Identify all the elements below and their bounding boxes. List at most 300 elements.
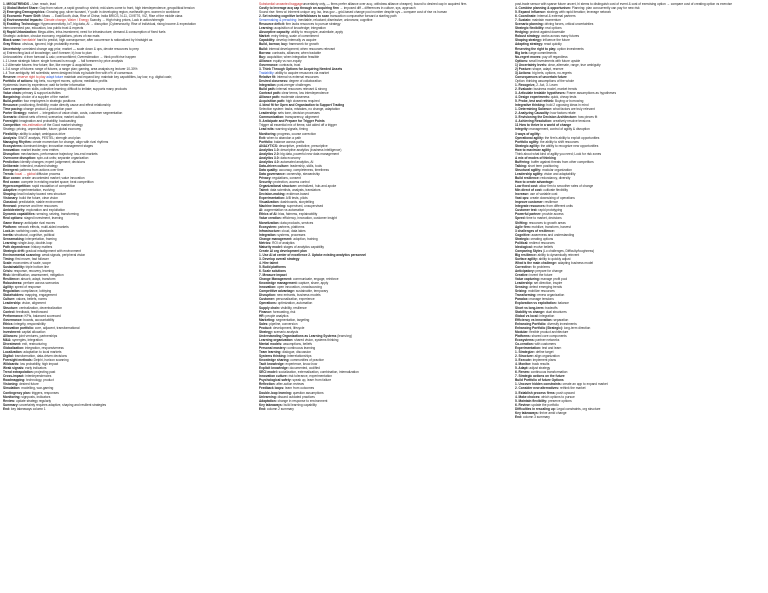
line-emphasis-blue: Sensemaking & preaching: — [259, 18, 298, 23]
line-text: staged investment, learning — [23, 216, 64, 221]
line-heading: Understanding Organizations as Learning Systems — [259, 333, 337, 338]
line-text: speak up, learn from failure — [291, 378, 332, 383]
line-heading: Relative fit: — [259, 74, 277, 79]
line-heading: 6. Renew: — [515, 370, 530, 375]
line-text: quick, cheap tests — [549, 95, 577, 100]
line-text: first mover, fast follower — [14, 256, 49, 261]
line-text: renew organization — [536, 293, 565, 298]
line-text: create uncontested market; value innovation — [21, 176, 85, 181]
line-heading: Talking: — [515, 163, 527, 168]
line-text: Legal constraints, org structure — [555, 406, 601, 411]
line-heading: Trends: — [3, 171, 15, 176]
line-text: mapping, engagement — [24, 293, 57, 298]
line-heading: Big bets: — [515, 50, 529, 55]
line-text: redundancy, diversity — [539, 176, 571, 181]
line-heading: Key takeaways: — [515, 410, 539, 415]
line-heading: Reserving the right to play: — [515, 46, 557, 51]
line-heading: Stakeholders: — [3, 293, 25, 298]
line-text: integration — [538, 313, 555, 318]
line-text: ownership, stewardship — [285, 171, 320, 176]
line-text: pay off regardless — [541, 54, 568, 59]
line-text: long-term direction — [563, 325, 591, 330]
line-heading: Data quality: — [259, 167, 279, 172]
line-heading: 3. Think Through Options for Acquiring Needed Assets — [259, 66, 343, 71]
line-heading: Dynamic capabilities: — [3, 212, 36, 217]
line-text: → imposed diff – differences in culture, sys, approach — [338, 6, 416, 11]
line-heading: Anticipatory: — [515, 269, 535, 274]
line-heading: Lock-in: — [3, 228, 16, 233]
line-text: efficiency, innovation, customer insight — [281, 216, 337, 221]
line-text: driving forces, critical uncertainties — [543, 22, 594, 27]
line-heading: Shaping: — [3, 192, 17, 197]
line-heading: Adaptation: — [259, 398, 277, 403]
line-text: with customers — [533, 341, 556, 346]
line-text: Unknowables: d from forecast & calc; overconfident; Overestimation → think profit rise happen — [3, 54, 137, 59]
line-heading: Change Management: — [259, 277, 293, 282]
line-text: uncertainty only, — firms prefer alliance over acq.; withdraw alliance cheaper); — [302, 2, 414, 6]
line-heading: Disruption: — [259, 293, 276, 298]
line-text: when to abandon a path — [265, 135, 302, 140]
line-heading: Portfolio of actions: — [3, 78, 34, 83]
line-heading: Inertia: — [3, 232, 14, 237]
line-text: evolve beliefs — [532, 244, 553, 249]
line-heading: AI: — [259, 208, 264, 213]
line-text: hard to predict, high consequence; after occurrence is rationalized by hindsight as — [36, 38, 153, 43]
line-text: uncertainty requires adaptive, shaping and resilient strategies — [18, 402, 107, 407]
line-text: Buying or borrowing — [554, 99, 584, 104]
line-heading: Exit: — [259, 135, 266, 140]
line-heading: Build: — [259, 46, 269, 51]
line-text: network effects, multi-sided markets — [17, 224, 69, 229]
line-heading: Privacy: — [259, 176, 272, 181]
line-heading: Leadership: — [3, 301, 22, 306]
line-heading: Visioning: — [3, 382, 19, 387]
line-emphasis-blue: Tradability: — [259, 70, 275, 75]
line-text: evidence-based — [285, 192, 309, 197]
line-text: interpretation, framing — [24, 236, 57, 241]
line-heading: Strategic: — [515, 236, 530, 241]
line-heading: Improve customer: — [515, 200, 544, 205]
line-heading: Mental models: — [259, 341, 283, 346]
line-text: create an app to expand market — [561, 382, 608, 387]
line-text: stages of analytics capability — [282, 244, 325, 249]
line-text: create downsizing of operations — [529, 196, 575, 201]
line-emphasis-red: mis-estimation — [21, 123, 43, 128]
line-heading: Surface agility: — [515, 256, 538, 261]
line-text: desired future — [18, 382, 39, 387]
line-text: absorb, adapt, transform — [19, 277, 56, 282]
line-heading: Control: — [3, 309, 16, 314]
line-heading: Learning: — [3, 240, 18, 245]
line-heading: Exploration vs exploitation: — [515, 301, 557, 306]
line-heading: Security: — [259, 180, 273, 185]
line-heading: 3. Articulate testable hypotheses: — [515, 91, 566, 96]
line-text: bound to desired cap in acquired firm. — [413, 2, 468, 6]
line-text: personalization, experience — [274, 297, 315, 302]
line-heading: 4) Environmental Impacts: — [3, 18, 43, 23]
line-heading: How to create advantage: — [515, 180, 554, 185]
line-text: cloud, data lakes — [280, 228, 306, 233]
line-text: create momentum for change, align with rival rhythms — [31, 139, 109, 144]
line-heading: Enhancing Portfolio (Strategic): — [515, 325, 563, 330]
line-text: the ability to recognize new opportunities — [539, 143, 599, 148]
line-heading: Alliance path: — [259, 95, 280, 100]
line-heading: Localization: — [3, 350, 23, 355]
line-heading: 2. Set winning cognitive beliefs/biases to scan — [259, 14, 330, 19]
line-text: small investments with future upside — [528, 58, 581, 63]
line-heading: Scenario: — [3, 115, 18, 120]
line-text: unrelated change agg prior, market — scale down & ops, devote resources to prep — [21, 46, 139, 51]
line-text: exit, restructuring — [21, 341, 47, 346]
line-text: from different units — [545, 204, 573, 209]
line-text: time to market, decisions — [525, 216, 562, 221]
line-text: ability to quickly adjust — [537, 256, 571, 261]
line-text: diffusion process — [35, 171, 61, 176]
line-heading: Robust strategy: — [515, 34, 541, 39]
line-text: experience, know-how — [284, 362, 318, 367]
line-text: rethink the market — [559, 386, 586, 391]
line-heading: 3. Develop overall strategy — [259, 256, 300, 261]
line-heading: Build-profile: — [3, 99, 23, 104]
line-heading: 11 How to thrive in a world of change — [515, 123, 572, 128]
line-text: automated analytics, AI — [279, 159, 314, 164]
line-text: augmentation vs automation — [263, 208, 305, 213]
line-text: L.4 True ambiguity: tell scientists; seem designed trials eg isolate firm with n% of consensus — [3, 70, 133, 75]
line-text: build the future, clear vision — [18, 196, 59, 201]
line-text: continuous learning — [286, 345, 316, 350]
line-heading: Leadership: — [515, 281, 534, 286]
line-text: preserve and free resources — [17, 204, 58, 209]
line-heading: Real options: — [3, 216, 24, 221]
line-heading: Reflection: — [259, 382, 276, 387]
line-heading: Buffering: — [515, 159, 531, 164]
line-text: moderate closeness — [279, 95, 310, 100]
line-heading: 3) Actions: — [515, 70, 532, 75]
line-heading: Sales: — [259, 321, 269, 326]
line-heading: Operations: — [259, 301, 277, 306]
line-heading: 5. Anticipate and Prepare for Trigger Points — [259, 119, 325, 124]
line-heading: Co-creation: — [515, 341, 534, 346]
line-heading: Change management: — [259, 236, 293, 241]
line-text: projecting past — [33, 370, 56, 375]
line-heading: 1. Use AI at center of excellence 2. Uptake existing analytics personnel — [259, 252, 367, 257]
line-heading: Short vs long-term: — [515, 305, 545, 310]
line-text: acquisition of knowledge; integration — [273, 26, 326, 31]
line-heading: Key takeaways: — [259, 402, 283, 407]
line-heading: Consequences of uncertain future — [515, 74, 567, 79]
line-heading: 4. Hire talent — [259, 261, 279, 265]
line-heading: Prediction: — [3, 159, 20, 164]
line-text: a) Entrenching lack of knowledge; can't foresee; b) how to plan — [3, 50, 92, 55]
line-heading: Big resilience: — [515, 252, 537, 257]
line-heading: Innovation portfolio: — [3, 325, 34, 330]
line-text: ability to adapt; ambiguous drive — [18, 131, 66, 136]
line-heading: Hedging: — [515, 30, 529, 35]
line-text: communities of practice — [289, 358, 324, 363]
line-heading: Leadership: — [259, 111, 278, 116]
line-heading: Monitoring: — [3, 394, 21, 399]
line-heading: Overcome disruption: — [3, 155, 37, 160]
line-text: adjust strategy — [528, 366, 551, 371]
line-text: equity vs non-equity — [272, 58, 302, 63]
line-text: capital allocation — [20, 329, 46, 334]
line-text: KPIs, balanced scorecard — [23, 313, 61, 318]
line-text: continuous transformation — [529, 370, 568, 375]
line-text: develop internally vs acquire — [275, 38, 317, 43]
line-heading: 6. Review: — [515, 402, 531, 407]
line-text: open innovation, crowdsourcing — [276, 285, 322, 290]
line-heading: Emergent: — [3, 167, 19, 172]
column-right — [515, 2, 765, 591]
line-heading: Creative: — [515, 273, 529, 278]
line-heading: Corrective: — [515, 265, 532, 270]
line-heading: 3) Economic Power Shift: — [3, 14, 42, 19]
line-heading: End: — [515, 414, 523, 419]
line-heading: Speed: — [515, 216, 526, 221]
line-text: Trigger all essential mix of items; slot aided off a trigger — [259, 123, 337, 128]
line-text: (Lo challenges, Difficulty/toughness) — [542, 248, 595, 253]
line-heading: Foresight methods: — [3, 358, 33, 363]
line-text: development, lifecycle — [272, 325, 305, 330]
line-heading: Shaping strategy: — [515, 38, 542, 43]
line-text: new entrants, business models — [276, 293, 321, 298]
line-heading: Borrow: — [259, 50, 272, 55]
line-text: internal resources relevant & strong — [275, 86, 327, 91]
line-text: Planning: plan concurrently can pay for new risk — [570, 6, 640, 11]
line-heading: Classical: — [3, 200, 18, 205]
line-text: data economy — [279, 155, 301, 160]
line-heading: Renewal: — [3, 204, 17, 209]
line-text: interdependencies — [24, 374, 52, 379]
line-text: discard outdated practices — [276, 394, 315, 399]
line-heading: Leadership agility: — [515, 171, 544, 176]
line-text: fix problems — [531, 265, 550, 270]
line-text: internal vs external resources — [276, 74, 319, 79]
line-heading: Agile firm: — [515, 224, 531, 229]
line-text: Scarcity → High rising prices, Lack in action/strength — [88, 18, 165, 23]
line-text: shared vision, systems thinking — [293, 337, 339, 342]
line-heading: Marketing: — [259, 317, 276, 322]
line-heading: Uncertainty: — [3, 46, 22, 51]
line-emphasis-red: 'inevitable' — [21, 38, 37, 43]
line-heading: Desired closeness: — [259, 78, 289, 83]
line-text: how pieces fit — [577, 115, 598, 120]
line-text: core, adjacent, transformational — [33, 325, 80, 330]
line-heading: Alliances: — [3, 333, 19, 338]
line-heading: Adaptive: — [3, 188, 18, 193]
line-text: market → integration of value chain, costs, customer segmentation — [27, 111, 123, 116]
line-heading: Integrative thinking: — [515, 103, 546, 108]
text-line — [3, 407, 253, 411]
line-heading: Build, borrow, buy: — [259, 42, 288, 47]
line-text: capture, share, apply — [297, 281, 329, 286]
line-heading: Structure: — [3, 305, 19, 310]
line-text: interconnected pax, education, low public trust & expects — [3, 26, 84, 31]
line-heading: Integrate resources: — [515, 204, 546, 209]
line-text: perform across scenarios — [22, 281, 59, 286]
line-heading: Learning: — [259, 26, 274, 31]
line-heading: Comparing Styles — [515, 248, 543, 253]
line-heading: Tacit knowledge: — [259, 362, 285, 367]
line-heading: 2. Evaluate: — [515, 86, 533, 91]
line-text: 2. Act, 3. Learn — [535, 82, 558, 87]
line-heading: Stability vs change: — [515, 309, 545, 314]
line-text: adoption, training — [292, 236, 318, 241]
line-heading: Innovation: — [259, 285, 277, 290]
line-heading: Strategic flexibility: — [515, 26, 545, 31]
line-heading: Customer test: — [515, 208, 538, 213]
line-heading: Explicit knowledge: — [259, 366, 289, 371]
line-text: question assumptions — [291, 390, 324, 395]
line-text: dialogue, discussion — [281, 350, 312, 355]
line-text: ability to recognize, assimilate, apply — [290, 30, 343, 35]
line-heading: 4. Combine planning & opportunism: — [515, 6, 571, 11]
line-text: skills, collective learning; difficult to imitate; supports many products — [30, 86, 127, 91]
line-text: awareness and understanding — [530, 232, 575, 237]
line-emphasis-red: local → global — [14, 171, 36, 176]
line-heading: 1) Uncertainty levels: — [515, 62, 548, 67]
line-heading: What is the main challenge: — [515, 261, 557, 265]
line-text: firm lacks resources to pursue strategy — [284, 22, 341, 27]
line-text: works across many futures — [540, 34, 580, 39]
line-heading: Strategic agility: — [515, 143, 540, 148]
line-text: creatively resolve tensions — [552, 119, 591, 124]
line-text: forecasting, risk — [272, 309, 296, 314]
line-text: – Use: reach, lead — [28, 2, 56, 6]
line-heading: Knowledge sharing: — [259, 358, 290, 363]
line-heading: Organizational structure: — [259, 184, 297, 189]
line-heading: 5. Probe, test and rethink: — [515, 99, 555, 104]
line-text: Strategy: pricing, unpredictable, future; global economy — [3, 127, 81, 132]
line-heading: ANALYTICS: — [259, 143, 279, 148]
line-text: resources to growth areas — [527, 220, 566, 225]
line-heading: Bargaining: — [3, 95, 21, 100]
line-heading: How to maximize agility — [515, 147, 551, 152]
line-text: ability to dynamically reinvent — [536, 252, 580, 257]
line-heading: Vast ops: — [515, 196, 530, 201]
line-text: Think about what kind of agility you need; Look for risk zones — [515, 151, 602, 156]
line-text: data products, services — [279, 220, 314, 225]
line-heading: Lead wits: — [259, 127, 275, 132]
line-heading: 2) Emerging Demographics: — [3, 10, 46, 15]
line-heading: Agility: — [3, 285, 14, 290]
line-text: documented, codified — [288, 366, 320, 371]
line-text: descriptive analytics (business intelligence) — [279, 147, 342, 152]
line-heading: Feedback loops: — [259, 386, 285, 391]
line-text: internal & external partners — [536, 14, 576, 19]
line-text: dominant design; innovation management stages — [22, 143, 94, 148]
line-text: transformation, data-driven decisions — [13, 354, 67, 359]
line-heading: Efficiency vs innovation: — [515, 317, 553, 322]
line-heading: Environmental scanning: — [3, 252, 42, 257]
line-text: column 2 summary — [266, 406, 294, 411]
line-heading: Value chain: — [3, 91, 22, 96]
line-text: business model, market trends — [532, 86, 578, 91]
line-text: mobilize, transform, harvest — [530, 224, 571, 229]
line-heading: 2. Analyzing Causality: — [515, 111, 550, 116]
line-heading: Strategy: — [259, 329, 273, 334]
line-heading: Flexibility: — [3, 131, 19, 136]
line-heading: Regulation: — [3, 289, 21, 294]
line-heading: Porter Strategy: — [3, 111, 28, 116]
line-text: synergies, integration — [11, 337, 43, 342]
line-text: mechanisms, performance trajectory; low-end markets — [20, 151, 98, 156]
line-text: anticipate rival moves — [23, 220, 56, 225]
line-text: update strategy regularly — [15, 398, 52, 403]
line-heading: 5. Build platforms — [259, 265, 286, 270]
line-heading: Portfolio: — [259, 139, 274, 144]
line-heading: Product: — [259, 325, 273, 330]
line-heading: Weak signals: — [3, 366, 25, 371]
line-text: adaptation to local markets — [22, 350, 62, 355]
line-text: Inevitable, reluctant; dismissive; unknowns; cognitive — [297, 18, 373, 23]
line-heading: Data governance: — [259, 171, 286, 176]
line-heading: Sensing: — [515, 285, 529, 290]
line-text: signposts, indicators — [20, 394, 51, 399]
line-text: imagination and probability; backcasting — [18, 119, 77, 124]
line-heading: Gray Rhino: — [3, 42, 22, 47]
line-heading: Powerful partner: — [515, 212, 542, 217]
line-heading: Disruption: — [3, 151, 20, 156]
line-heading: Crisis: — [3, 269, 13, 274]
line-text: detect emerging trends — [528, 285, 562, 290]
line-text: track results — [531, 362, 550, 367]
line-text: Growing gap, silver tsunami, Y youth in developing region, earlhealth gen. women in workforce — [45, 10, 180, 15]
line-text: compete in existing market space; beat competition — [20, 180, 94, 185]
line-text: patterns from actions over time — [18, 167, 64, 172]
line-heading: 3 challenges of resilience: — [515, 228, 555, 233]
line-heading: Finance: — [259, 309, 273, 314]
line-heading: Foresight: — [3, 119, 19, 124]
line-text: provide access — [541, 212, 564, 217]
line-text: Hysteresis: learn by experience; wait for better information — [3, 82, 86, 87]
line-text: centralized, hub-and-spoke — [296, 184, 337, 189]
line-heading: Governance: — [3, 317, 23, 322]
line-text: align organization — [533, 354, 560, 359]
line-heading: Analytics 2.0: — [259, 151, 280, 156]
line-text: high closeness required — [285, 99, 320, 104]
line-heading: 5. Expand influence: — [515, 10, 546, 15]
line-heading: Value creation: — [259, 216, 282, 221]
line-heading: Governance: — [259, 62, 279, 67]
line-heading: Digital: — [3, 354, 14, 359]
line-heading: Decision-making: — [259, 192, 286, 197]
line-text: intended, realized strategy — [19, 163, 58, 168]
line-heading: 3. Establish process firms: — [515, 390, 556, 395]
line-heading: M&A: — [3, 337, 12, 342]
line-text: set direction, inspire — [533, 281, 563, 286]
line-heading: 2) Posture: — [515, 66, 532, 71]
line-heading: Monitoring: — [259, 131, 277, 136]
line-text: Strategic: activism, circular economy, regulations, prices of raw mats — [3, 34, 100, 39]
line-heading: Ambidexterity: — [3, 208, 26, 213]
line-text: the ability to shift resources — [539, 139, 579, 144]
line-heading: Analysis: — [3, 135, 18, 140]
line-heading: End: — [259, 406, 267, 411]
line-heading: 4. Ideal fit for Open and Organization to Support Trading — [259, 103, 345, 108]
line-text: how factors relate — [549, 111, 576, 116]
line-heading: Ecosystems: — [515, 337, 535, 342]
line-text: interrelationships — [286, 354, 312, 359]
line-heading: HR: — [259, 313, 265, 318]
line-heading: Risk: — [3, 273, 11, 278]
line-heading: Knowledge management: — [259, 281, 298, 286]
line-text: adapting business model — [556, 261, 594, 265]
line-heading: 4. Achieving Resolution: — [515, 119, 553, 124]
line-text: balance — [556, 301, 569, 306]
line-emphasis-red: Climate change, Water / Energy — [42, 18, 89, 23]
line-text: spin-out units; separate organization — [36, 155, 89, 160]
